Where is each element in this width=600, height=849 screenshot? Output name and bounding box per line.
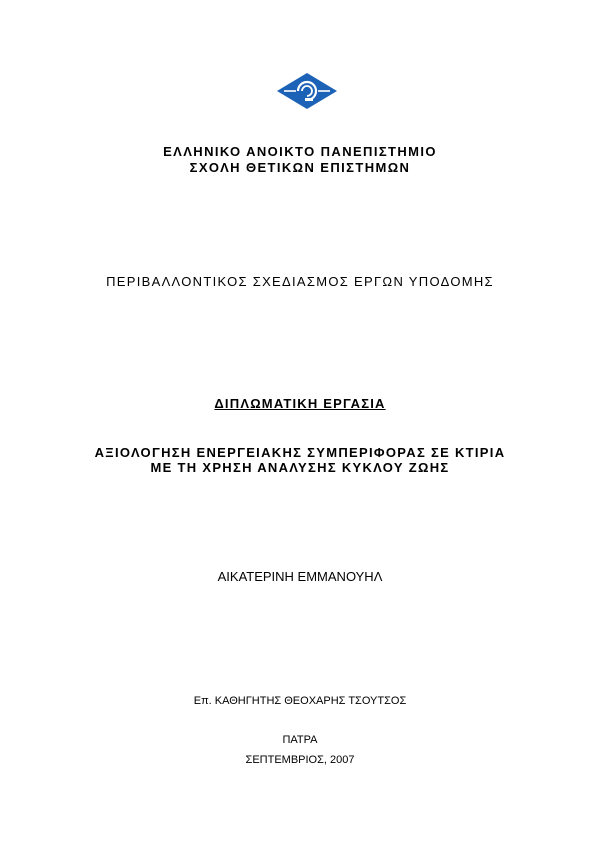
school-name: ΣΧΟΛΗ ΘΕΤΙΚΩΝ ΕΠΙΣΤΗΜΩΝ [189, 160, 411, 175]
thesis-title-line-1: ΑΞΙΟΛΟΓΗΣΗ ΕΝΕΡΓΕΙΑΚΗΣ ΣΥΜΠΕΡΙΦΟΡΑΣ ΣΕ ΚΤΙΡΙΑ [94, 445, 506, 460]
document-type-label: ΔΙΠΛΩΜΑΤΙΚΗ ΕΡΓΑΣΙΑ [214, 396, 386, 411]
thesis-title-line-2: ΜΕ ΤΗ ΧΡΗΣΗ ΑΝΑΛΥΣΗΣ ΚΥΚΛΟΥ ΖΩΗΣ [150, 460, 450, 475]
university-name: ΕΛΛΗΝΙΚΟ ΑΝΟΙΚΤΟ ΠΑΝΕΠΙΣΤΗΜΙΟ [163, 144, 437, 159]
city-label: ΠΑΤΡΑ [282, 734, 318, 746]
date-label: ΣΕΠΤΕΜΒΡΙΟΣ, 2007 [245, 754, 355, 766]
program-name: ΠΕΡΙΒΑΛΛΟΝΤΙΚΟΣ ΣΧΕΔΙΑΣΜΟΣ ΕΡΓΩΝ ΥΠΟΔΟΜΗΣ [106, 274, 494, 289]
author-name: ΑΙΚΑΤΕΡΙΝΗ ΕΜΜΑΝΟΥΗΛ [217, 569, 383, 584]
document-type-heading [0, 396, 600, 411]
university-emblem-icon [276, 72, 338, 110]
supervisor-name: Επ. ΚΑΘΗΓΗΤΗΣ ΘΕΟΧΑΡΗΣ ΤΣΟΥΤΣΟΣ [193, 695, 407, 707]
